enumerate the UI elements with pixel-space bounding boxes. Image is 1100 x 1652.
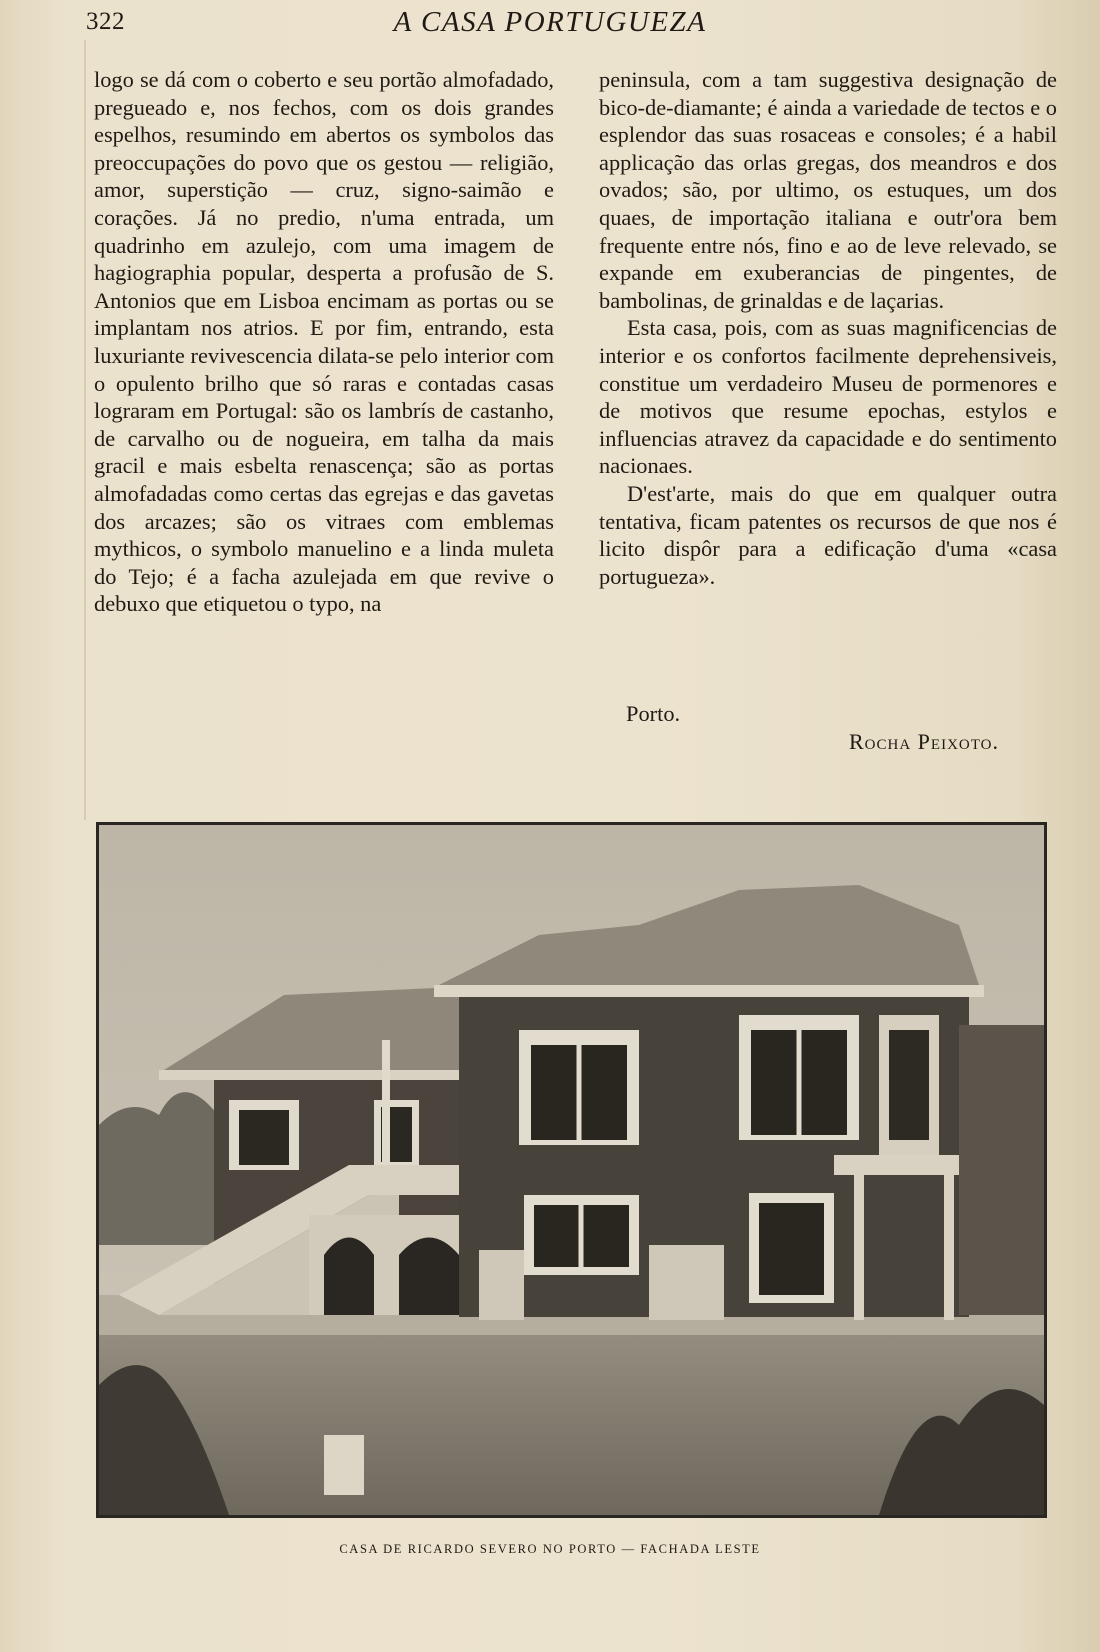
running-title: A CASA PORTUGUEZA xyxy=(393,6,707,38)
article-author: Rocha Peixoto. xyxy=(849,729,999,754)
house-facade-illustration xyxy=(99,825,1044,1515)
right-column-paragraph-1: peninsula, com a tam suggestiva designação de bico-de-diamante; é ainda a variedade de tectos e o esplendor das suas rosaceas e consoles; é a habil applicação das orlas gregas, dos meandros e dos ovados; são, por ultimo, os estuques, um dos quaes, de importação italiana e outr'ora bem frequente entre nós, fino e ao de leve relevado, se expande em exuberancias de pingentes, de bambolinas, de grinaldas e de laçarias. xyxy=(599,67,1057,313)
right-column-paragraph-3: D'est'arte, mais do que em qualquer outra tentativa, ficam patentes os recursos de que nos é licito dispôr para a edificação d'uma «casa portugueza». xyxy=(599,480,1057,589)
right-column-paragraph-2: Esta casa, pois, com as suas magnificencias de interior e os confortos facilmente deprehensiveis, constitue um verdadeiro Museu de pormenores e de motivos que resume epochas, estylos e influencias atravez da capacidade e do sentimento nacionaes. xyxy=(599,315,1057,479)
article-right-column xyxy=(599,66,1057,590)
page-number: 322 xyxy=(86,8,125,35)
page-gutter-shadow xyxy=(84,40,86,820)
article-place: Porto. xyxy=(626,701,681,726)
house-photograph xyxy=(96,822,1047,1518)
left-column-text: logo se dá com o coberto e seu portão almofadado, pregueado e, nos fechos, com os dois grandes espelhos, resumindo em abertos os symbolos das preoccupações do povo que os gestou — religião, amor, superstição — cruz, signo-saimão e corações. Já no predio, n'uma entrada, um quadrinho em azulejo, com uma imagem de hagiographia popular, desperta a profusão de S. Antonios que em Lisboa encimam as portas ou se implantam nos atrios. E por fim, entrando, esta luxuriante revivescencia dilata-se pelo interior com o opulento brilho que só raras e contadas casas lograram em Portugal: são os lambrís de castanho, de carvalho ou de nogueira, em talha da mais gracil e mais esbelta renascença; são as portas almofadadas como certas das egrejas e das gavetas dos arcazes; são os vitraes com emblemas mythicos, o symbolo manuelino e a linda muleta do Tejo; é a facha azulejada em que revive o debuxo que etiquetou o typo, na xyxy=(94,67,554,617)
article-left-column xyxy=(94,66,554,618)
photo-caption: CASA DE RICARDO SEVERO NO PORTO — FACHADA LESTE xyxy=(339,1542,761,1556)
